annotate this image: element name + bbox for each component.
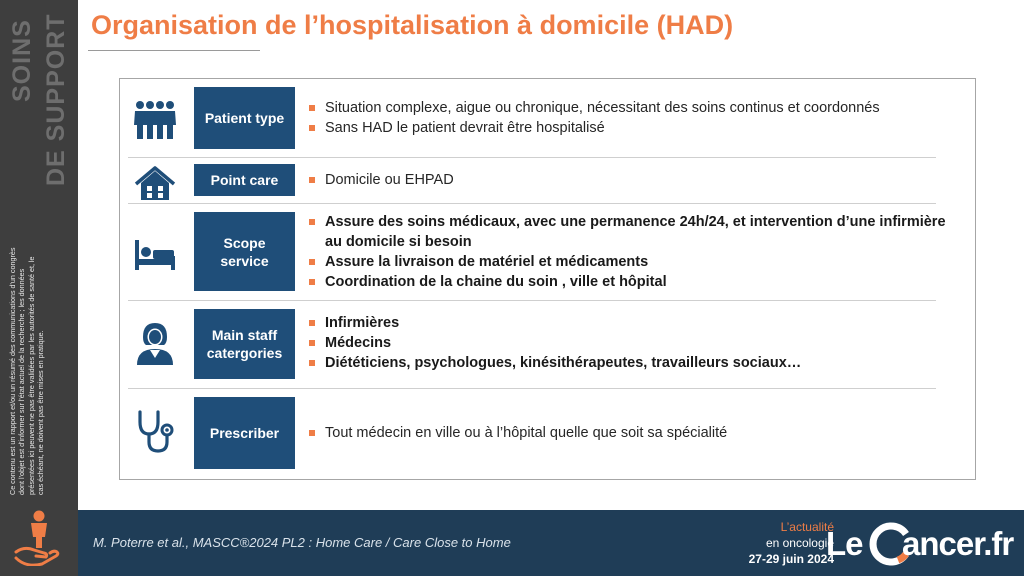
sidebar-title-line2: DE SUPPORT bbox=[42, 13, 70, 186]
bullets-prescriber bbox=[308, 423, 948, 443]
logo-le: Le bbox=[826, 525, 863, 562]
label-scope-service: Scope service bbox=[194, 212, 295, 291]
title-underline bbox=[88, 50, 260, 51]
row-main-staff bbox=[120, 301, 975, 387]
reference-citation: M. Poterre et al., MASCC®2024 PL2 : Home Care / Care Close to Home bbox=[93, 535, 511, 550]
sidebar bbox=[0, 0, 78, 576]
list-item: Sans HAD le patient devrait être hospitalisé bbox=[308, 118, 948, 138]
person-on-hand-icon bbox=[14, 508, 64, 566]
stethoscope-icon bbox=[132, 409, 178, 455]
family-group-icon bbox=[132, 97, 178, 143]
list-item: Médecins bbox=[308, 333, 948, 353]
row-patient-type bbox=[120, 79, 975, 157]
footer bbox=[78, 510, 1024, 576]
row-point-care bbox=[120, 158, 975, 202]
lecancer-logo bbox=[826, 518, 1016, 570]
bullets-scope-service bbox=[308, 212, 948, 292]
list-item: Diététiciens, psychologues, kinésithérapeutes, travailleurs sociaux… bbox=[308, 353, 948, 373]
sidebar-title-line1: SOINS bbox=[8, 19, 36, 102]
label-main-staff: Main staff catergories bbox=[194, 309, 295, 379]
logo-rest: ancer.fr bbox=[902, 525, 1014, 562]
list-item: Assure la livraison de matériel et médicaments bbox=[308, 252, 948, 272]
home-icon bbox=[132, 162, 178, 208]
row-scope-service bbox=[120, 204, 975, 299]
bullets-patient-type bbox=[308, 98, 948, 138]
had-table bbox=[119, 78, 976, 480]
tagline-line2: en oncologie bbox=[765, 536, 834, 550]
sidebar-title bbox=[0, 13, 78, 190]
bullets-main-staff bbox=[308, 313, 948, 373]
list-item: Coordination de la chaine du soin , ville et hôpital bbox=[308, 272, 948, 292]
label-patient-type: Patient type bbox=[194, 87, 295, 149]
bullets-point-care bbox=[308, 170, 948, 190]
list-item: Infirmières bbox=[308, 313, 948, 333]
sidebar-disclaimer: Ce contenu est un rapport et/ou un résumé des communications d'un congrès dont l'objet est d'informer sur l'état actuel de la recherche ; les données présentées ici peuvent ne pas être validées par les autorités de santé et, le cas échéant, ne doivent pas être mises en pratique. bbox=[8, 247, 46, 495]
label-prescriber: Prescriber bbox=[194, 397, 295, 469]
list-item: Tout médecin en ville ou à l’hôpital quelle que soit sa spécialité bbox=[308, 423, 948, 443]
news-tagline bbox=[726, 519, 834, 567]
page-title: Organisation de l’hospitalisation à domicile (HAD) bbox=[91, 10, 734, 40]
list-item: Domicile ou EHPAD bbox=[308, 170, 948, 190]
nurse-icon bbox=[132, 321, 178, 367]
label-point-care: Point care bbox=[194, 164, 295, 196]
hospital-bed-icon bbox=[132, 232, 178, 278]
list-item: Situation complexe, aigue ou chronique, nécessitant des soins continus et coordonnés bbox=[308, 98, 948, 118]
list-item: Assure des soins médicaux, avec une permanence 24h/24, et intervention d’une infirmière au domicile si besoin bbox=[308, 212, 948, 252]
event-dates: 27-29 juin 2024 bbox=[748, 552, 834, 566]
tagline-line1: L’actualité bbox=[780, 520, 834, 534]
row-prescriber bbox=[120, 389, 975, 479]
